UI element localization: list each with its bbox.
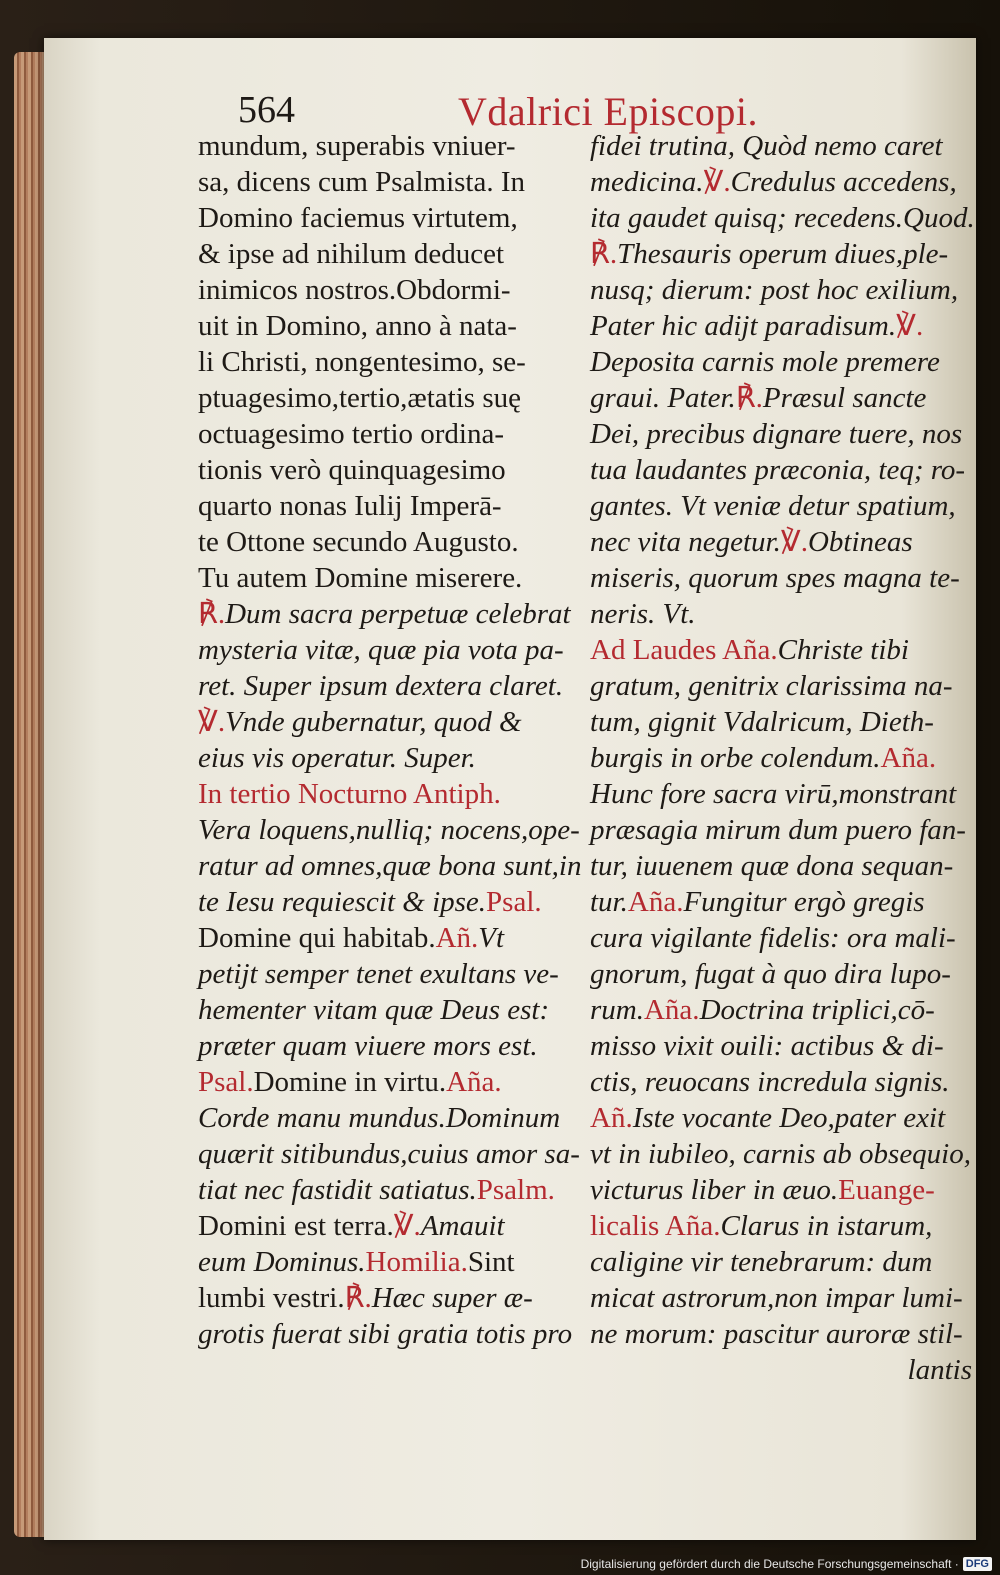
text-line bbox=[590, 956, 972, 992]
body-text: Christe tibi bbox=[777, 634, 909, 666]
body-text: Amauit bbox=[420, 1210, 505, 1242]
rubric-text: ℣. bbox=[393, 1210, 421, 1242]
right-text-column bbox=[590, 128, 975, 1388]
text-line bbox=[590, 344, 972, 380]
text-line bbox=[590, 668, 972, 704]
body-text: quarto nonas Iulij Imperā- bbox=[198, 490, 502, 522]
body-text: ratur ad omnes,quæ bona sunt,in bbox=[198, 850, 582, 882]
body-text: tiat nec fastidit satiatus. bbox=[198, 1174, 477, 1206]
body-text: hementer vitam quæ Deus est: bbox=[198, 994, 550, 1026]
text-line bbox=[590, 1316, 972, 1352]
text-line bbox=[590, 920, 972, 956]
text-line bbox=[590, 812, 972, 848]
text-line bbox=[198, 668, 578, 704]
body-text: miseris, quorum spes magna te- bbox=[590, 562, 960, 594]
text-line bbox=[590, 776, 972, 812]
body-text: uit in Domino, anno à nata- bbox=[198, 310, 517, 342]
body-text: ret. Super ipsum dextera claret. bbox=[198, 670, 564, 702]
body-text: Domino faciemus virtutem, bbox=[198, 202, 518, 234]
body-text: li Christi, nongentesimo, se- bbox=[198, 346, 526, 378]
text-line bbox=[198, 812, 578, 848]
body-text: præsagia mirum dum puero fan- bbox=[590, 814, 966, 846]
text-line bbox=[198, 740, 578, 776]
body-text: Hunc fore sacra virū,monstrant bbox=[590, 778, 957, 810]
text-line bbox=[590, 200, 975, 236]
rubric-text: ℣. bbox=[198, 706, 226, 738]
body-text: misso vixit ouili: actibus & di- bbox=[590, 1030, 944, 1062]
body-text: Domine in virtu. bbox=[253, 1066, 447, 1098]
body-text: Deposita carnis mole premere bbox=[590, 346, 940, 378]
body-text: tur, iuuenem quæ dona sequan- bbox=[590, 850, 954, 882]
rubric-text: ℟. bbox=[590, 238, 618, 270]
body-text: tua laudantes præconia, teq; ro- bbox=[590, 454, 966, 486]
rubric-text: licalis Aña. bbox=[590, 1210, 721, 1242]
text-line bbox=[198, 920, 578, 956]
text-line bbox=[198, 236, 578, 272]
body-text: tionis verò quinquagesimo bbox=[198, 454, 506, 486]
rubric-text: Aña. bbox=[643, 994, 700, 1026]
body-text: sa, dicens cum Psalmista. In bbox=[198, 166, 526, 198]
rubric-text: ℟. bbox=[344, 1282, 372, 1314]
body-text: tum, gignit Vdalricum, Dieth- bbox=[590, 706, 934, 738]
body-text: mysteria vitæ, quæ pia vota pa- bbox=[198, 634, 564, 666]
rubric-text: Añ. bbox=[590, 1102, 633, 1134]
text-line bbox=[198, 272, 578, 308]
text-line bbox=[198, 1244, 578, 1280]
text-line bbox=[590, 272, 972, 308]
text-line bbox=[198, 1064, 578, 1100]
rubric-text: Añ. bbox=[435, 922, 479, 954]
body-text: neris. Vt. bbox=[590, 598, 696, 630]
body-text: Pater hic adijt paradisum. bbox=[590, 310, 897, 342]
body-text: gantes. Vt veniæ detur spatium, bbox=[590, 490, 956, 522]
text-line bbox=[590, 164, 972, 200]
body-text: graui. Pater. bbox=[590, 382, 736, 414]
text-line bbox=[590, 1280, 972, 1316]
text-line bbox=[198, 452, 578, 488]
text-line bbox=[590, 1064, 972, 1100]
rubric-text: Euange- bbox=[838, 1174, 935, 1206]
text-line bbox=[590, 1352, 972, 1388]
body-text: ne morum: pascitur auroræ stil- bbox=[590, 1318, 963, 1350]
text-line bbox=[198, 596, 578, 632]
text-line bbox=[198, 308, 578, 344]
text-line bbox=[590, 632, 972, 668]
text-line bbox=[590, 128, 972, 164]
body-text: vt in iubileo, carnis ab obsequio, bbox=[590, 1138, 971, 1170]
text-line bbox=[590, 596, 972, 632]
body-text: præter quam viuere mors est. bbox=[198, 1030, 538, 1062]
rubric-text: ℣. bbox=[896, 310, 924, 342]
body-text: ita gaudet quisq; recedens.Quod. bbox=[590, 202, 975, 234]
text-line bbox=[198, 1028, 578, 1064]
text-line bbox=[590, 1208, 972, 1244]
body-text: mundum, superabis vniuer- bbox=[198, 130, 516, 162]
text-line bbox=[198, 560, 578, 596]
rubric-text: ℣. bbox=[703, 166, 731, 198]
body-text: rum. bbox=[590, 994, 644, 1026]
body-text: Sint bbox=[467, 1246, 515, 1278]
body-text: te Ottone secundo Augusto. bbox=[198, 526, 519, 558]
text-line bbox=[590, 488, 972, 524]
body-text: gnorum, fugat à quo dira lupo- bbox=[590, 958, 951, 990]
body-text: Corde manu mundus.Dominum bbox=[198, 1102, 561, 1134]
body-text: te Iesu requiescit & ipse. bbox=[198, 886, 487, 918]
body-text: quærit sitibundus,cuius amor sa- bbox=[198, 1138, 580, 1170]
text-line bbox=[590, 524, 972, 560]
body-text: tur. bbox=[590, 886, 628, 918]
text-line bbox=[198, 1208, 578, 1244]
text-line bbox=[590, 1172, 972, 1208]
text-line bbox=[198, 1136, 578, 1172]
body-text: Clarus in istarum, bbox=[720, 1210, 933, 1242]
body-text: Præsul sancte bbox=[762, 382, 927, 414]
text-line bbox=[590, 848, 972, 884]
body-text: Domini est terra. bbox=[198, 1210, 394, 1242]
body-text: fidei trutina, Quòd nemo caret bbox=[590, 130, 943, 162]
body-text: micat astrorum,non impar lumi- bbox=[590, 1282, 963, 1314]
text-line bbox=[198, 704, 578, 740]
rubric-text: ℟. bbox=[735, 382, 763, 414]
text-line bbox=[198, 1280, 578, 1316]
rubric-text: Psal. bbox=[198, 1066, 254, 1098]
body-text: grotis fuerat sibi gratia totis pro bbox=[198, 1318, 573, 1350]
text-line bbox=[590, 704, 972, 740]
body-text: Vera loquens,nulliq; nocens,ope- bbox=[198, 814, 580, 846]
footer-text: Digitalisierung gefördert durch die Deutsche Forschungsgemeinschaft · bbox=[580, 1557, 959, 1571]
rubric-text: Aña. bbox=[880, 742, 937, 774]
text-line bbox=[198, 776, 578, 812]
body-text: medicina. bbox=[590, 166, 704, 198]
text-line bbox=[198, 848, 582, 884]
text-line bbox=[590, 1136, 972, 1172]
left-text-column bbox=[198, 128, 582, 1352]
body-text: lantis bbox=[907, 1354, 972, 1386]
rubric-text: Psalm. bbox=[476, 1174, 555, 1206]
rubric-text: ℣. bbox=[780, 526, 808, 558]
text-line bbox=[198, 200, 578, 236]
body-text: petijt semper tenet exultans ve- bbox=[198, 958, 559, 990]
body-text: lumbi vestri. bbox=[198, 1282, 345, 1314]
text-line bbox=[198, 632, 578, 668]
body-text: Dum sacra perpetuæ celebrat bbox=[225, 598, 571, 630]
text-line bbox=[590, 452, 972, 488]
body-text: victurus liber in æuo. bbox=[590, 1174, 839, 1206]
text-line bbox=[590, 560, 972, 596]
text-line bbox=[198, 1316, 578, 1352]
text-line bbox=[590, 380, 972, 416]
text-line bbox=[198, 884, 578, 920]
body-text: ctis, reuocans incredula signis. bbox=[590, 1066, 950, 1098]
text-line bbox=[590, 1028, 972, 1064]
digitization-footer bbox=[581, 1556, 992, 1572]
rubric-text: Aña. bbox=[446, 1066, 502, 1098]
body-text: eum Dominus. bbox=[198, 1246, 366, 1278]
body-text: & ipse ad nihilum deducet bbox=[198, 238, 505, 270]
body-text: nusq; dierum: post hoc exilium, bbox=[590, 274, 959, 306]
rubric-text: Homilia. bbox=[365, 1246, 468, 1278]
rubric-text: Ad Laudes Aña. bbox=[590, 634, 778, 666]
body-text: cura vigilante fidelis: ora mali- bbox=[590, 922, 956, 954]
text-line bbox=[198, 164, 578, 200]
rubric-text: Psal. bbox=[486, 886, 542, 918]
body-text: Doctrina triplici,cō- bbox=[699, 994, 935, 1026]
page-number: 564 bbox=[238, 89, 295, 131]
body-text: Tu autem Domine miserere. bbox=[198, 562, 523, 594]
text-line bbox=[198, 1100, 578, 1136]
running-title: Vdalrici Episcopi. bbox=[458, 89, 759, 134]
text-line bbox=[198, 1172, 578, 1208]
body-text: Dei, precibus dignare tuere, nos bbox=[590, 418, 963, 450]
rubric-text: In tertio Nocturno Antiph. bbox=[198, 778, 501, 810]
text-line bbox=[198, 128, 578, 164]
body-text: octuagesimo tertio ordina- bbox=[198, 418, 505, 450]
body-text: Fungitur ergò gregis bbox=[683, 886, 925, 918]
text-line bbox=[590, 992, 972, 1028]
body-text: eius vis operatur. Super. bbox=[198, 742, 476, 774]
text-line bbox=[590, 308, 972, 344]
body-text: inimicos nostros.Obdormi- bbox=[198, 274, 511, 306]
body-text: Obtineas bbox=[807, 526, 913, 558]
body-text: burgis in orbe colendum. bbox=[590, 742, 881, 774]
dfg-logo: DFG bbox=[963, 1557, 992, 1571]
text-line bbox=[590, 236, 972, 272]
text-line bbox=[198, 956, 578, 992]
rubric-text: ℟. bbox=[198, 598, 226, 630]
body-text: Domine qui habitab. bbox=[198, 922, 436, 954]
text-line bbox=[590, 884, 972, 920]
body-text: Credulus accedens, bbox=[730, 166, 957, 198]
text-line bbox=[590, 416, 972, 452]
text-line bbox=[198, 488, 578, 524]
text-line bbox=[198, 416, 578, 452]
body-text: Iste vocante Deo,pater exit bbox=[632, 1102, 946, 1134]
text-line bbox=[198, 992, 578, 1028]
text-line bbox=[590, 1100, 972, 1136]
text-line bbox=[590, 740, 972, 776]
text-line bbox=[198, 524, 578, 560]
rubric-text: Aña. bbox=[627, 886, 684, 918]
text-line bbox=[590, 1244, 972, 1280]
body-text: Vt bbox=[478, 922, 505, 954]
body-text: Hæc super æ- bbox=[371, 1282, 533, 1314]
body-text: nec vita negetur. bbox=[590, 526, 781, 558]
body-text: ptuagesimo,tertio,ætatis suę bbox=[198, 382, 521, 414]
text-line bbox=[198, 344, 578, 380]
body-text: gratum, genitrix clarissima na- bbox=[590, 670, 953, 702]
body-text: Thesauris operum diues,ple- bbox=[617, 238, 949, 270]
body-text: Vnde gubernatur, quod & bbox=[225, 706, 522, 738]
text-line bbox=[198, 380, 578, 416]
body-text: caligine vir tenebrarum: dum bbox=[590, 1246, 933, 1278]
